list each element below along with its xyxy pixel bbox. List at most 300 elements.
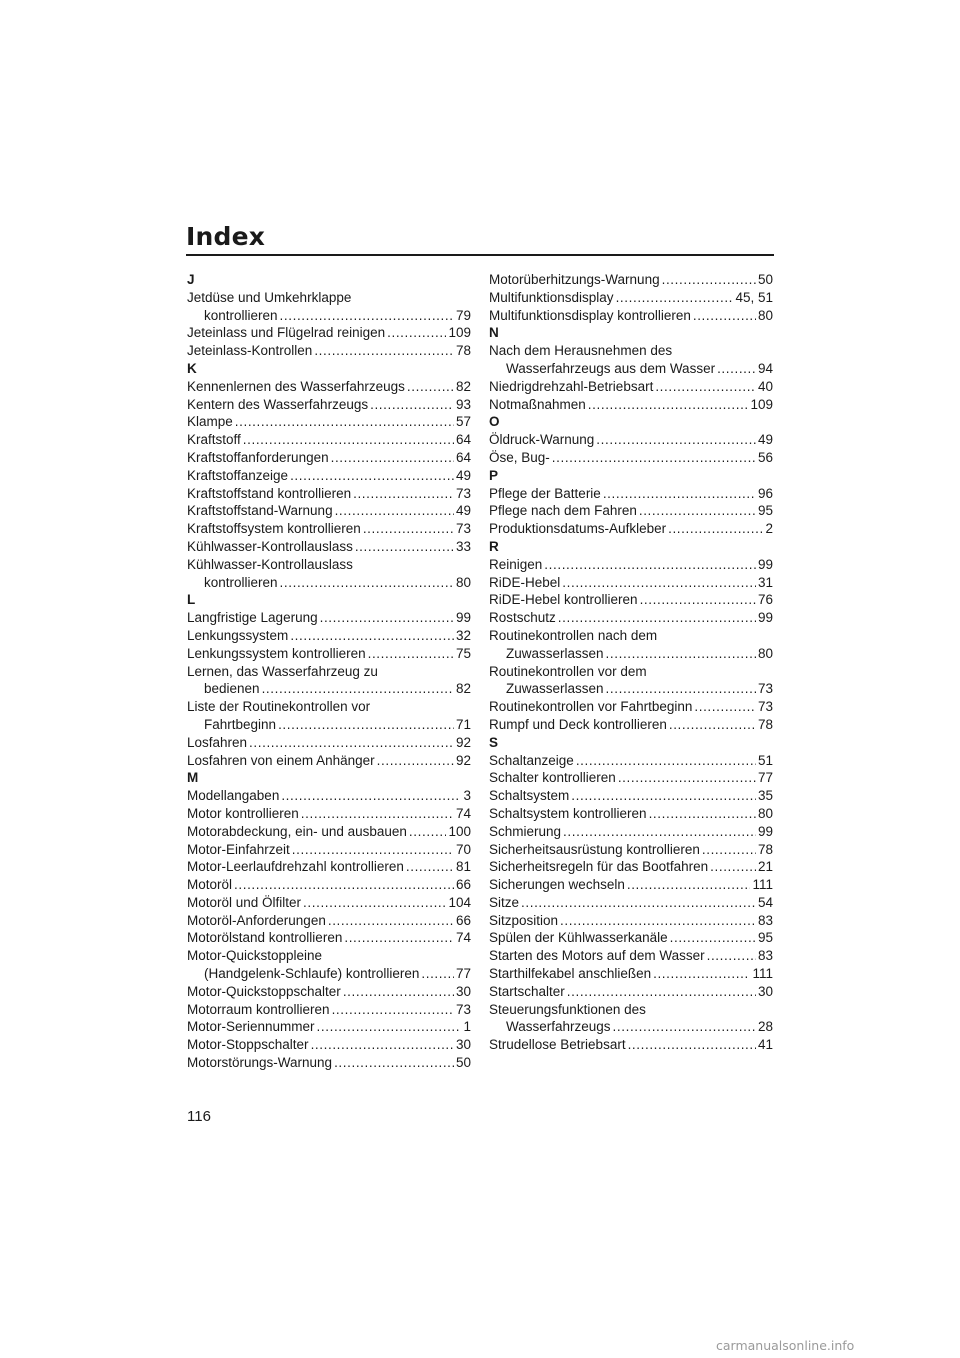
index-entry (489, 716, 773, 734)
index-page-reference: 28 (757, 1019, 773, 1035)
index-term: Schaltsystem kontrollieren (489, 805, 647, 821)
index-entry-continuation (489, 360, 773, 378)
index-entry-line (489, 769, 773, 787)
index-term: Jetdüse und Umkehrklappe (187, 289, 352, 305)
index-entry-line (187, 823, 471, 841)
index-entry (489, 965, 773, 983)
index-entry-line (187, 413, 471, 431)
index-entry-line (489, 378, 773, 396)
index-entry-line (187, 645, 471, 663)
dot-leader (613, 1018, 756, 1036)
dot-leader (317, 1018, 462, 1036)
dot-leader (280, 307, 454, 325)
dot-leader (606, 680, 756, 698)
index-entry-line (187, 502, 471, 520)
watermark: carmanualsonline.info (716, 1338, 855, 1353)
index-entry (187, 787, 471, 805)
index-letter-heading: J (187, 272, 195, 287)
index-page-reference: 3 (463, 788, 471, 804)
index-entry-line (489, 271, 773, 289)
index-page-reference: 73 (757, 681, 773, 697)
index-letter-heading: R (489, 538, 499, 554)
dot-leader (407, 378, 454, 396)
index-page-reference: 50 (757, 272, 773, 287)
index-entry-line (489, 716, 773, 734)
index-entry-continuation (489, 645, 773, 663)
dot-leader (343, 983, 454, 1001)
index-page-reference: 77 (757, 770, 773, 786)
dot-leader (243, 431, 454, 449)
index-term: kontrollieren (204, 574, 278, 590)
index-page-reference: 73 (455, 485, 471, 501)
index-term: Fahrtbeginn (204, 716, 277, 732)
index-entry (489, 520, 773, 538)
index-page-reference: 66 (455, 877, 471, 893)
index-entry (489, 378, 773, 396)
index-entry (187, 894, 471, 912)
index-entry-line (187, 342, 471, 360)
index-entry-line (489, 805, 773, 823)
index-entry (489, 271, 773, 289)
index-entry-line (489, 556, 773, 574)
index-page-reference: 81 (455, 859, 471, 875)
index-entry (187, 485, 471, 503)
dot-leader (552, 449, 756, 467)
index-term: Nach dem Herausnehmen des (489, 343, 673, 359)
index-entry-continuation (489, 680, 773, 698)
index-letter-heading: K (187, 360, 197, 376)
index-term: Sitzposition (489, 912, 559, 928)
index-term: Steuerungsfunktionen des (489, 1001, 646, 1017)
index-page-reference: 99 (757, 610, 773, 626)
index-page-reference: 49 (455, 503, 471, 519)
index-entry-line (489, 520, 773, 538)
index-term: Niedrigdrehzahl-Betriebsart (489, 378, 654, 394)
index-entry (489, 609, 773, 627)
dot-leader (639, 502, 756, 520)
dot-leader (558, 609, 756, 627)
index-entry (489, 556, 773, 574)
index-term: Sicherheitsregeln für das Bootfahren (489, 859, 709, 875)
index-entry (187, 396, 471, 414)
dot-leader (618, 769, 756, 787)
index-term: Motorabdeckung, ein- und ausbauen (187, 823, 407, 839)
index-entry (489, 342, 773, 378)
dot-leader (368, 645, 454, 663)
index-page-reference: 80 (757, 307, 773, 323)
index-page-reference: 80 (757, 645, 773, 661)
dot-leader (560, 912, 756, 930)
index-entry-line (187, 556, 471, 574)
index-entry (187, 805, 471, 823)
dot-leader (421, 965, 454, 983)
index-term: Motoröl (187, 877, 233, 893)
index-page-reference: 33 (455, 538, 471, 554)
dot-leader (571, 787, 756, 805)
index-entry-line (489, 1036, 773, 1054)
index-page-reference: 30 (455, 1037, 471, 1053)
index-entry (187, 556, 471, 592)
index-entry (489, 485, 773, 503)
index-term: Motor-Stoppschalter (187, 1037, 309, 1053)
index-entry (489, 805, 773, 823)
index-term: Motoröl-Anforderungen (187, 912, 326, 928)
index-entry (187, 1054, 471, 1072)
dot-leader (303, 894, 446, 912)
dot-leader (606, 645, 756, 663)
index-page-reference: 96 (757, 485, 773, 501)
index-entry-line (489, 876, 773, 894)
index-entry (187, 502, 471, 520)
index-entry-line (187, 947, 471, 965)
index-entry-line (187, 929, 471, 947)
index-term: Lenkungssystem (187, 627, 289, 643)
index-page-reference: 32 (455, 627, 471, 643)
dot-leader (332, 1001, 454, 1019)
index-term: Motor-Einfahrzeit (187, 841, 290, 857)
index-entry-continuation (187, 307, 471, 325)
index-term: Modellangaben (187, 788, 280, 804)
index-term: Produktionsdatums-Aufkleber (489, 521, 667, 537)
index-entry (489, 431, 773, 449)
index-column-left (187, 271, 471, 1072)
index-term: Starten des Motors auf dem Wasser (489, 948, 705, 964)
index-entry (187, 698, 471, 734)
index-term: Motoröl und Ölfilter (187, 894, 302, 910)
index-page-reference: 92 (455, 734, 471, 750)
index-entry (489, 449, 773, 467)
index-entry (489, 1001, 773, 1037)
index-entry (187, 734, 471, 752)
index-entry-line (489, 912, 773, 930)
index-entry-line (187, 485, 471, 503)
index-page-reference: 104 (448, 894, 471, 910)
dot-leader (235, 413, 454, 431)
index-page-reference: 2 (765, 521, 773, 537)
index-page-reference: 74 (455, 805, 471, 821)
index-column-right (489, 271, 773, 1054)
index-entry-line (187, 431, 471, 449)
index-entry-continuation (187, 965, 471, 983)
dot-leader (521, 894, 756, 912)
index-entry-line (489, 307, 773, 325)
index-entry (489, 396, 773, 414)
index-entry-line (187, 1018, 471, 1036)
index-entry (187, 823, 471, 841)
index-entry (489, 841, 773, 859)
index-page-reference: 40 (757, 378, 773, 394)
dot-leader (311, 1036, 454, 1054)
index-entry (187, 858, 471, 876)
index-term: Lernen, das Wasserfahrzeug zu (187, 663, 378, 679)
index-term: Zuwasserlassen (506, 681, 604, 697)
index-term: Zuwasserlassen (506, 645, 604, 661)
dot-leader (320, 609, 454, 627)
index-term: RiDE-Hebel kontrollieren (489, 592, 638, 608)
index-entry (489, 912, 773, 930)
index-page-reference: 78 (455, 343, 471, 359)
index-term: (Handgelenk-Schlaufe) kontrollieren (204, 966, 420, 982)
index-entry (187, 983, 471, 1001)
index-term: Strudellose Betriebsart (489, 1037, 626, 1053)
index-entry-line (187, 912, 471, 930)
index-term: Schmierung (489, 823, 562, 839)
index-entry (187, 876, 471, 894)
index-term: Kraftstoffstand kontrollieren (187, 485, 352, 501)
index-entry (489, 502, 773, 520)
index-term: Motor-Leerlaufdrehzahl kontrollieren (187, 859, 404, 875)
dot-leader (290, 467, 454, 485)
index-page-reference: 57 (455, 414, 471, 430)
index-term: Motor kontrollieren (187, 805, 299, 821)
index-term: Pflege nach dem Fahren (489, 503, 637, 519)
dot-leader (668, 520, 763, 538)
index-entry-line (489, 983, 773, 1001)
dot-leader (334, 1054, 454, 1072)
dot-leader (409, 823, 447, 841)
dot-leader (262, 680, 454, 698)
index-term: Jeteinlass-Kontrollen (187, 343, 313, 359)
index-page-reference: 95 (757, 503, 773, 519)
index-term: Multifunktionsdisplay kontrollieren (489, 307, 691, 323)
index-entry (489, 894, 773, 912)
index-term: Losfahren (187, 734, 248, 750)
index-term: Motorölstand kontrollieren (187, 930, 343, 946)
index-entry (489, 1036, 773, 1054)
index-term: Pflege der Batterie (489, 485, 601, 501)
index-entry (489, 876, 773, 894)
dot-leader (717, 360, 756, 378)
index-entry (187, 663, 471, 699)
index-letter-heading: N (489, 325, 499, 341)
index-term: Multifunktionsdisplay (489, 289, 614, 305)
index-entry (489, 947, 773, 965)
dot-leader (662, 271, 756, 289)
index-term: Losfahren von einem Anhänger (187, 752, 375, 768)
title-rule (186, 254, 774, 256)
dot-leader (544, 556, 756, 574)
index-entry-line (187, 663, 471, 681)
index-page-reference: 64 (455, 449, 471, 465)
index-term: Schaltanzeige (489, 752, 574, 768)
dot-leader (649, 805, 756, 823)
index-letter-heading: P (489, 467, 499, 483)
index-entry (187, 912, 471, 930)
dot-leader (563, 823, 756, 841)
index-page-reference: 78 (757, 716, 773, 732)
index-entry-continuation (187, 680, 471, 698)
index-term: Liste der Routinekontrollen vor (187, 699, 371, 715)
dot-leader (670, 929, 756, 947)
index-page-reference: 83 (757, 912, 773, 928)
index-term: Motor-Quickstoppschalter (187, 983, 341, 999)
index-term: Reinigen (489, 556, 543, 572)
index-entry-line (489, 431, 773, 449)
index-entry-line (187, 858, 471, 876)
index-entry-line (187, 1054, 471, 1072)
index-term: Sicherungen wechseln (489, 877, 625, 893)
index-term: Lenkungssystem kontrollieren (187, 645, 366, 661)
index-term: Sicherheitsausrüstung kontrollieren (489, 841, 700, 857)
index-entry (187, 520, 471, 538)
index-term: Öldruck-Warnung (489, 432, 595, 448)
dot-leader (640, 591, 756, 609)
index-term: Rumpf und Deck kontrollieren (489, 716, 667, 732)
index-letter-heading: M (187, 770, 199, 786)
index-entry-line (489, 823, 773, 841)
index-entry (187, 431, 471, 449)
index-entry-line (489, 858, 773, 876)
dot-leader (280, 574, 454, 592)
index-page-reference: 111 (752, 966, 773, 982)
index-entry (187, 1036, 471, 1054)
index-term: Motorstörungs-Warnung (187, 1055, 333, 1071)
index-page-reference: 82 (455, 378, 471, 394)
index-entry-line (187, 876, 471, 894)
index-entry-line (187, 627, 471, 645)
index-entry (489, 663, 773, 699)
page-number: 116 (187, 1108, 211, 1125)
dot-leader (567, 983, 756, 1001)
dot-leader (628, 1036, 756, 1054)
index-term: Motor-Seriennummer (187, 1019, 315, 1035)
index-term: Motorüberhitzungs-Warnung (489, 272, 660, 287)
index-page-reference: 56 (757, 449, 773, 465)
index-page-reference: 21 (757, 859, 773, 875)
dot-leader (370, 396, 454, 414)
index-page-reference: 45, 51 (735, 289, 773, 305)
dot-leader (616, 289, 734, 307)
index-entry (187, 289, 471, 325)
dot-leader (707, 947, 756, 965)
index-entry (187, 752, 471, 770)
index-page-reference: 35 (757, 788, 773, 804)
index-page-reference: 30 (455, 983, 471, 999)
index-entry (187, 609, 471, 627)
index-term: kontrollieren (204, 307, 278, 323)
dot-leader (596, 431, 756, 449)
index-page-reference: 66 (455, 912, 471, 928)
index-page-reference: 80 (455, 574, 471, 590)
index-entry-line (187, 1001, 471, 1019)
index-term: Sitze (489, 894, 520, 910)
index-term: Kraftstoffsystem kontrollieren (187, 521, 361, 537)
index-term: Klampe (187, 414, 233, 430)
dot-leader (655, 378, 756, 396)
index-page-reference: 70 (455, 841, 471, 857)
dot-leader (387, 324, 446, 342)
index-entry-line (187, 609, 471, 627)
index-entry-line (489, 894, 773, 912)
dot-leader (290, 627, 454, 645)
index-term: Routinekontrollen vor dem (489, 663, 647, 679)
dot-leader (249, 734, 454, 752)
index-entry-line (489, 396, 773, 414)
dot-leader (377, 752, 454, 770)
index-entry-line (489, 449, 773, 467)
index-entry-line (489, 947, 773, 965)
index-entry-line (187, 378, 471, 396)
index-term: Notmaßnahmen (489, 396, 586, 412)
index-entry-line (187, 787, 471, 805)
index-entry-line (489, 289, 773, 307)
index-page-reference: 73 (455, 521, 471, 537)
index-term: bedienen (204, 681, 260, 697)
index-term: Kentern des Wasserfahrzeugs (187, 396, 369, 412)
index-entry (187, 1018, 471, 1036)
index-entry-line (489, 502, 773, 520)
index-entry-line (187, 467, 471, 485)
index-entry (187, 378, 471, 396)
index-entry-line (489, 663, 773, 681)
dot-leader (331, 449, 454, 467)
dot-leader (406, 858, 454, 876)
index-page-reference: 30 (757, 983, 773, 999)
dot-leader (363, 520, 454, 538)
index-entry (489, 574, 773, 592)
index-entry-continuation (489, 1018, 773, 1036)
index-page-reference: 111 (752, 877, 773, 893)
index-entry-line (489, 752, 773, 770)
index-page-reference: 99 (757, 556, 773, 572)
index-entry (187, 413, 471, 431)
index-entry-line (187, 538, 471, 556)
dot-leader (314, 342, 454, 360)
index-page-reference: 80 (757, 805, 773, 821)
index-entry (489, 769, 773, 787)
dot-leader (301, 805, 454, 823)
index-entry-line (489, 627, 773, 645)
index-letter-heading: O (489, 414, 500, 430)
index-page-reference: 73 (757, 699, 773, 715)
index-term: Öse, Bug- (489, 449, 550, 465)
index-entry (187, 467, 471, 485)
index-term: Motorraum kontrollieren (187, 1001, 330, 1017)
index-term: Kühlwasser-Kontrollauslass (187, 538, 353, 554)
index-term: Startschalter (489, 983, 565, 999)
index-term: Rostschutz (489, 610, 556, 626)
index-entry (489, 858, 773, 876)
index-entry-line (187, 289, 471, 307)
index-letter-heading: L (187, 592, 196, 608)
index-page-reference: 109 (448, 325, 471, 341)
index-entry (187, 627, 471, 645)
dot-leader (281, 787, 461, 805)
dot-leader (355, 538, 454, 556)
index-page-reference: 77 (455, 966, 471, 982)
index-entry (489, 752, 773, 770)
dot-leader (234, 876, 454, 894)
index-page-reference: 94 (757, 360, 773, 376)
index-entry-line (489, 591, 773, 609)
index-entry-line (489, 574, 773, 592)
index-page-reference: 41 (757, 1037, 773, 1053)
dot-leader (562, 574, 756, 592)
dot-leader (588, 396, 749, 414)
dot-leader (576, 752, 756, 770)
index-term: Schalter kontrollieren (489, 770, 616, 786)
index-entry-line (489, 965, 773, 983)
index-entry (187, 449, 471, 467)
index-page-reference: 78 (757, 841, 773, 857)
index-term: Motor-Quickstoppleine (187, 948, 323, 964)
index-page-reference: 95 (757, 930, 773, 946)
index-entry-line (187, 805, 471, 823)
index-term: RiDE-Hebel (489, 574, 561, 590)
index-page-reference: 73 (455, 1001, 471, 1017)
index-term: Kennenlernen des Wasserfahrzeugs (187, 378, 405, 394)
index-entry (187, 841, 471, 859)
